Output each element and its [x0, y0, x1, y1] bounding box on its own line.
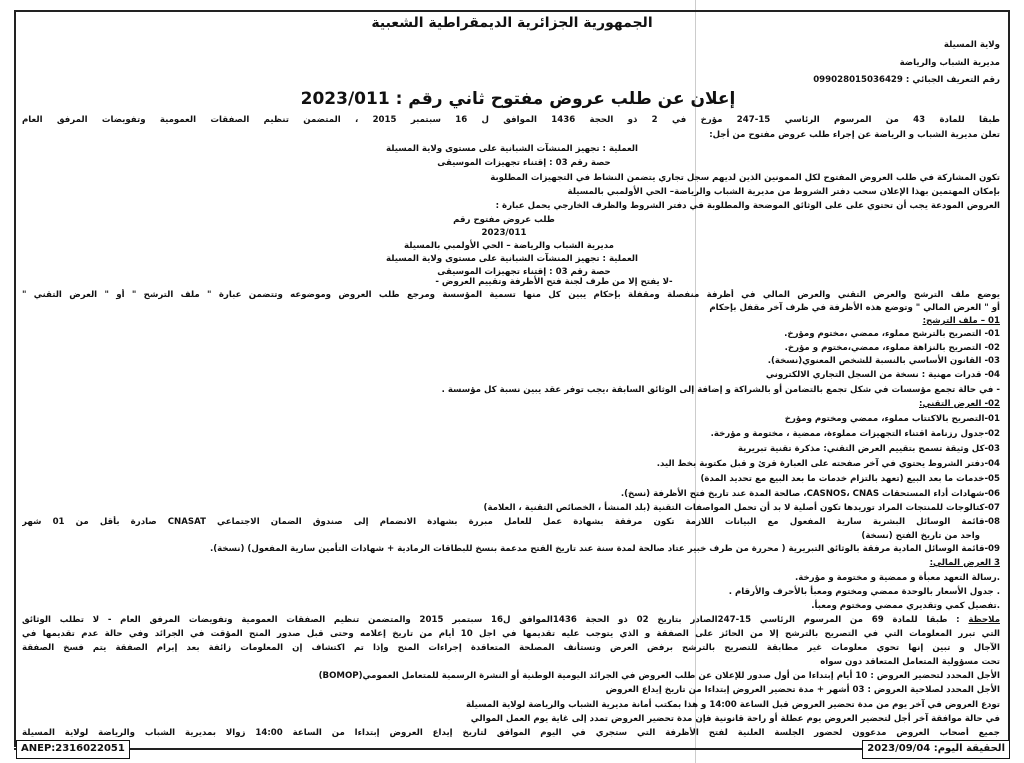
technical-item: 06-شهادات أداء المستحقات CASNOS، CNAS، صالحة المدة عند تاريخ فتح الأظرفة (نسخ). [620, 489, 1000, 499]
directorate: مديرية الشباب والرياضة [899, 58, 1000, 68]
anep-reference: ANEP:2316022051 [16, 740, 130, 759]
candidacy-item: 01- التصريح بالترشح مملوء، ممضي ،مختوم ومؤرخ. [784, 329, 1000, 339]
note-line: الأجل المحدد لصلاحية العروض : 03 أشهر + مدة تحضير العروض إبتداءا من تاريخ إيداع العروض [605, 685, 1000, 695]
financial-item: .رسالة التعهد معبأة و ممضية و مختومة و مؤرخة. [795, 573, 1000, 583]
legal-basis: طبقا للمادة 43 من المرسوم الرئاسي 15-247 مؤرخ في 2 ذو الحجة 1436 الموافق ل 16 سبتمبر 2015 ، المتضمن تنظيم الصفقات العمومية وتفويضات المرفق العام [22, 115, 1000, 125]
note-line: الآجال و تبين إنها تحوي معلومات غير مطابقة للتصريح بالترشح برفض العرض وتستأنف المصلحة المتعاقدة إجراءات المنح وإذا تم اكتشاف إن المعلومات زائفة بعد إبرام الصفقة يتم فسخ الصفقة [22, 643, 1000, 653]
participation: تكون المشاركة في طلب العروض المفتوح لكل الممونين الذين لديهم سجل تجاري يتضمن النشاط في التجهيزات المطلوبة [490, 173, 1000, 183]
note-line: الأجل المحدد لتحضير العروض : 10 أيام إبتداءا من أول صدور للإعلان عن طلب العروض في الجرائد اليومية الوطنية أو النشرة الرسمية للمتعامل العمومي(BOMOP) [318, 671, 1000, 681]
lot: حصة رقم 03 : إقتناء تجهيزات الموسيقى [437, 158, 611, 168]
candidacy-item: - في حالة تجمع مؤسسات في شكل تجمع بالتضامن أو بالشراكة و إضافة إلى الوثائق السابقة ،يجب توفر عقد يبين نسبة كل مؤسسة . [441, 385, 1000, 395]
technical-item: 08-قائمة الوسائل البشرية سارية المفعول مع البيانات اللازمة تكون مرفقة بشهادة عمل للعامل مبررة بشهادة الانضمام إلى صندوق الضمان الاجتماعي CNASAT صادرة بأقل من 01 شهر [22, 517, 1000, 527]
envelope-line-5: حصة رقم 03 : إقتناء تجهيزات الموسيقى [437, 267, 611, 277]
newspaper-name: الحقيقة اليوم: [933, 743, 1005, 754]
financial-item: .تفصيل كمي وتقديري ممضي ومختوم ومعبأ. [811, 601, 1000, 611]
republic-title: الجمهورية الجزائرية الديمقراطية الشعبية [371, 15, 653, 31]
envelope-line-3: مديرية الشباب والرياضة – الحي الأولمبي بالمسيلة [403, 241, 615, 251]
technical-item: 02-جدول رزنامة اقتناء التجهيزات مملوءة، ممضية ، مختومة و مؤرخة. [710, 429, 1000, 439]
note-line: في حالة موافقة آخر أجل لتحضير العروض يوم عطلة أو راحة قانونية فإن مدة تحضير العروض تمدد إلى غاية يوم العمل الموالي [470, 714, 1000, 724]
financial-item: . جدول الأسعار بالوحدة ممضي ومختوم ومعبأ بالأحرف والأرقام . [728, 587, 1000, 597]
technical-item: 01-التصريح بالاكتتاب مملوء، ممضي ومختوم ومؤرخ [784, 414, 1000, 424]
candidacy-item: 02- التصريح بالنزاهة مملوء، ممضي،مختوم و مؤرخ. [784, 343, 1000, 353]
operation: العملية : تجهيز المنشآت الشبانية على مستوى ولاية المسيلة [386, 144, 638, 154]
candidacy-item: 04- قدرات مهنية : نسخة من السجل التجاري الالكتروني [765, 370, 1000, 380]
note-line: تحت مسؤولية المتعامل المتعاقد دون سواه [820, 657, 1000, 667]
note-label: ملاحظة [968, 615, 1000, 625]
publication-date: 2023/09/04 [867, 743, 931, 754]
financial-heading: 3 العرض المالي: [929, 558, 1000, 568]
note-line [22, 614, 1000, 626]
withdraw: بإمكان المهتمين بهذا الإعلان سحب دفتر الشروط من مديرية الشباب والرياضة– الحي الأولمبي بالمسيلة [567, 187, 1000, 197]
technical-heading: 02- العرض التقني: [919, 399, 1000, 409]
note-line: تودع العروض في آخر يوم من مدة تحضير العروض قبل الساعة 14:00 و هذا بمكتب أمانة مديرية الشباب والرياضة لولاية المسيلة [465, 700, 1000, 710]
note-line: جميع أصحاب العروض مدعوون لحضور الجلسة العلنية لفتح الأظرفة التي ستجري في اليوم الموافق لتاريخ إيداع العروض إبتداءا من الساعة 14:00 زوالا بمديرية الشباب والرياضة لولاية المسيلة [22, 728, 1000, 738]
envelope-line-2: 2023/011 [481, 228, 527, 238]
footer-rule [14, 748, 1010, 750]
candidacy-heading: 01 – ملف الترشح: [922, 316, 1000, 326]
placement-1: يوضع ملف الترشح والعرض التقني والعرض المالي في أظرفة منفصلة ومقفلة بإحكام يبين كل منها تسمية المؤسسة ومرجع طلب العروض وموضوعه وتتضمن عبارة " ملف الترشح " أو " العرض التقني " [22, 290, 1000, 300]
tax-id: رقم التعريف الجبائي : 099028015036429 [813, 75, 1000, 85]
envelope-line-1: طلب عروض مفتوح رقم [453, 215, 555, 225]
envelope-line-6: -لا يفتح إلا من طرف لجنة فتح الأظرفة وتقييم العروض - [435, 277, 673, 287]
technical-item: 05-خدمات ما بعد البيع (تعهد بالتزام خدمات ما بعد البيع مع تحديد المدة) [700, 474, 1000, 484]
technical-item: 03-كل وثيقة تسمح بتقييم العرض التقني: مذكرة تقنية تبريرية [737, 444, 1000, 454]
placement-2: أو " العرض المالي " وتوضع هذه الأظرفة في ظرف آخر مقفل بإحكام [709, 303, 1000, 313]
newspaper-date [862, 740, 1010, 759]
note-text: : طبقا للمادة 69 من المرسوم الرئاسي 15-247الصادر بتاريخ 02 ذو الحجة 1436الموافق ل16 سبتمبر 2015 والمتضمن تنظيم الصفقات العمومية وتفويضات المرفق العام - لا تطلب الوثائق [22, 615, 960, 625]
note-line: التي تبرر المعلومات التي في التصريح بالترشح إلا من الحائز على الصفقة و الذي يتوجب عليه تقديمها في اجل 10 أيام من تاريخ إعلامه وحتى قبل صدور المنح المؤقت في الجرائد وفي حالة عدم تقديمها في [22, 629, 1000, 639]
offers-content: العروض المودعة يجب أن تحتوي على على الوثائق الموضحة والمطلوبة في دفتر الشروط والظرف الخارجي يحمل عبارة : [495, 201, 1000, 211]
announcement-title: إعلان عن طلب عروض مفتوح ثاني رقم : 2023/011 [300, 89, 736, 109]
technical-item: واحد من تاريخ الفتح (نسخة) [861, 531, 980, 541]
technical-item: 07-كتالوجات للمنتجات المراد توريدها تكون أصلية لا بد أن تحمل المواصفات التقنية (بلد المنشأ ، الخصائص التقنية ، العلامة) [483, 503, 1000, 513]
technical-item: 09-قائمة الوسائل المادية مرفقة بالوثائق التبريرية ( محررة من طرف خبير عتاد صالحة لمدة سنة عند تاريخ الفتح مدعمة بنسخ للبطاقات الرمادية + شهادات التأمين سارية المفعول) (نسخة). [209, 544, 1000, 554]
wilaya: ولاية المسيلة [943, 40, 1000, 50]
envelope-line-4: العملية : تجهيز المنشآت الشبانية على مستوى ولاية المسيلة [386, 254, 638, 264]
candidacy-item: 03- القانون الأساسي بالنسبة للشخص المعنوي(نسخة). [767, 356, 1000, 366]
technical-item: 04-دفتر الشروط يحتوي في آخر صفحته على العبارة قرئ و قبل مكتوبة بخط اليد. [656, 459, 1000, 469]
announce-text: تعلن مديرية الشباب و الرياضة عن إجراء طلب عروض مفتوح من أجل: [709, 130, 1000, 140]
